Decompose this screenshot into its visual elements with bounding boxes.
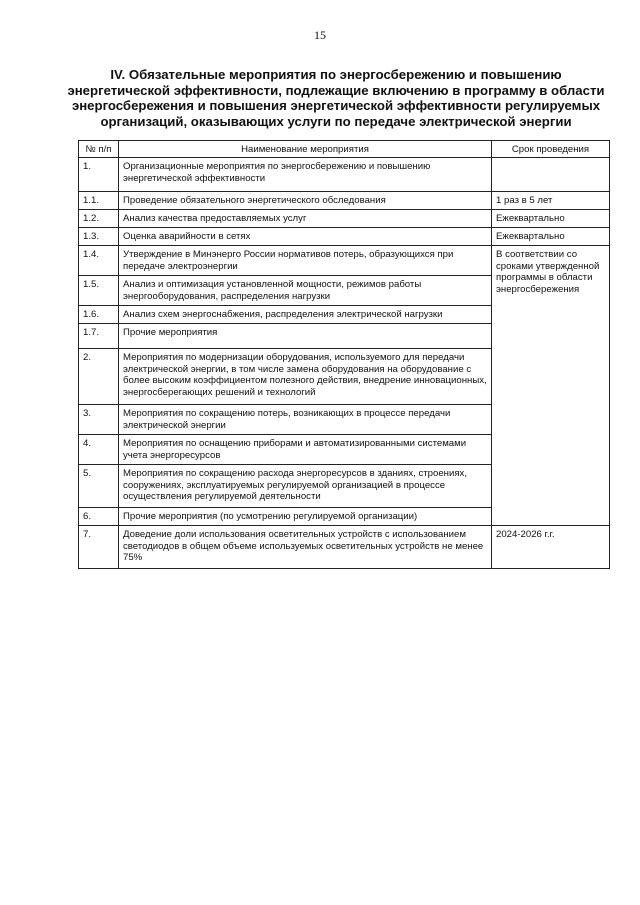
table-row [79, 246, 610, 276]
row-number: 4. [79, 435, 119, 465]
row-number: 1.1. [79, 192, 119, 210]
header-name: Наименование мероприятия [119, 141, 492, 158]
page-number: 15 [314, 28, 326, 42]
section-title: IV. Обязательные мероприятия по энергосбережению и повышению энергетической эффективности, подлежащие включению в программу в области энергосбережения и повышения энергетической эффективности регулируемых организаций, оказывающих услуги по передаче электрической энергии [67, 67, 605, 129]
row-number: 6. [79, 508, 119, 526]
table-header-row [79, 141, 610, 158]
table-row [79, 228, 610, 246]
row-term-merged: В соответствии со сроками утвержденной программы в области энергосбережения [492, 246, 610, 526]
row-number: 1.4. [79, 246, 119, 276]
row-number: 1.2. [79, 210, 119, 228]
header-number: № п/п [79, 141, 119, 158]
row-name: Утверждение в Минэнерго России нормативов потерь, образующихся при передаче электроэнергии [119, 246, 492, 276]
table-row [79, 210, 610, 228]
row-name: Мероприятия по модернизации оборудования, используемого для передачи электрической энергии, в том числе замена оборудования на оборудование с более высоким коэффициентом полезного действия, внедрение инновационных, энергосберегающих решений и технологий [119, 349, 492, 405]
row-name: Мероприятия по сокращению расхода энергоресурсов в зданиях, строениях, сооружениях, эксплуатируемых регулируемой организацией в процессе осуществления регулируемой деятельности [119, 465, 492, 508]
row-term [492, 158, 610, 192]
row-name: Организационные мероприятия по энергосбережению и повышению энергетической эффективности [119, 158, 492, 192]
row-name: Анализ и оптимизация установленной мощности, режимов работы энергооборудования, распределения нагрузки [119, 276, 492, 306]
row-number: 1.6. [79, 306, 119, 324]
row-name: Проведение обязательного энергетического обследования [119, 192, 492, 210]
row-number: 1.3. [79, 228, 119, 246]
row-name: Мероприятия по сокращению потерь, возникающих в процессе передачи электрической энергии [119, 405, 492, 435]
measures-table [78, 140, 610, 569]
table-row [79, 526, 610, 569]
row-number: 3. [79, 405, 119, 435]
table-row [79, 158, 610, 192]
row-number: 1.7. [79, 324, 119, 349]
row-name: Анализ качества предоставляемых услуг [119, 210, 492, 228]
row-number: 1. [79, 158, 119, 192]
row-number: 7. [79, 526, 119, 569]
row-term: 2024-2026 г.г. [492, 526, 610, 569]
row-name: Мероприятия по оснащению приборами и автоматизированными системами учета энергоресурсов [119, 435, 492, 465]
row-number: 2. [79, 349, 119, 405]
row-name: Анализ схем энергоснабжения, распределения электрической нагрузки [119, 306, 492, 324]
row-name: Доведение доли использования осветительных устройств с использованием светодиодов в общем объеме используемых осветительных устройств не менее 75% [119, 526, 492, 569]
row-term: Ежеквартально [492, 210, 610, 228]
row-term: Ежеквартально [492, 228, 610, 246]
row-name: Оценка аварийности в сетях [119, 228, 492, 246]
row-number: 1.5. [79, 276, 119, 306]
row-term: 1 раз в 5 лет [492, 192, 610, 210]
row-number: 5. [79, 465, 119, 508]
table-row [79, 192, 610, 210]
row-name: Прочие мероприятия [119, 324, 492, 349]
row-name: Прочие мероприятия (по усмотрению регулируемой организации) [119, 508, 492, 526]
header-term: Срок проведения [492, 141, 610, 158]
